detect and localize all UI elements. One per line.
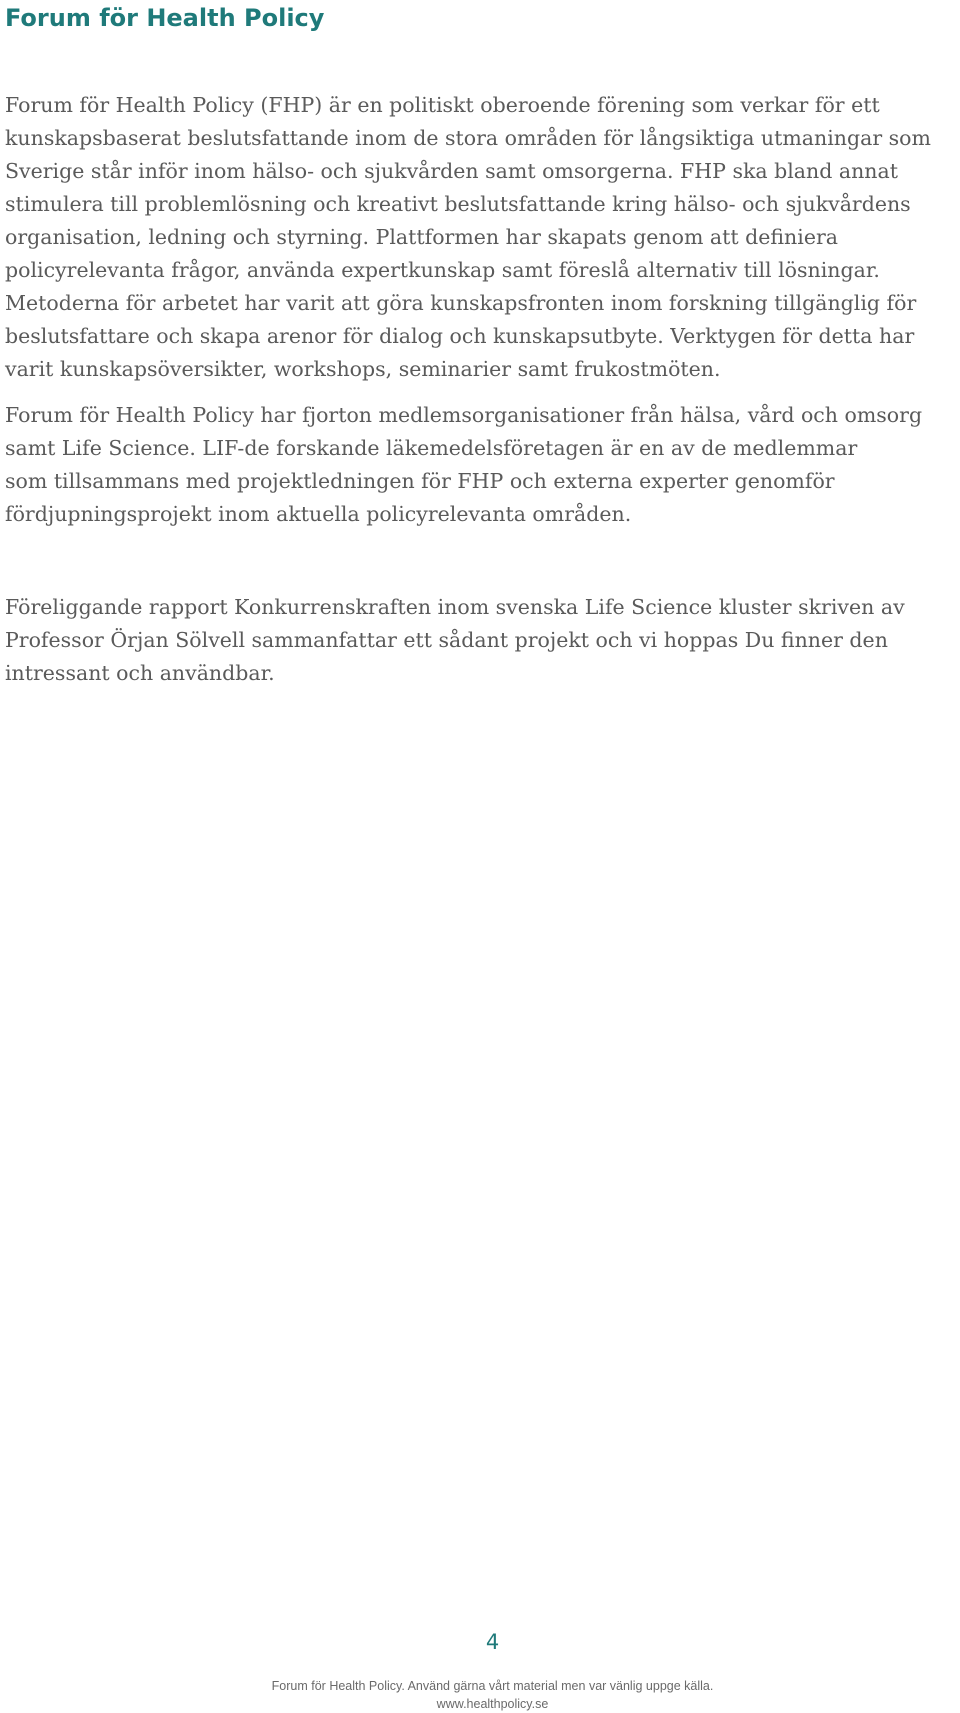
members-paragraph: Forum för Health Policy har fjorton medlemsorganisationer från hälsa, vård och omsorg samt Life Science. LIF-de forskande läkemedelsföretagen är en av de medlemmar som tillsammans med projektledningen för FHP och externa experter genomför fördjupningsprojekt inom aktuella policyrelevanta områden.	[5, 403, 923, 526]
intro-paragraph: Forum för Health Policy (FHP) är en politiskt oberoende förening som verkar för ett kunskapsbaserat beslutsfattande inom de stora områden för långsiktiga utmaningar som Sverige står inför inom hälso- och sjukvården samt omsorgerna. FHP ska bland annat stimulera till problemlösning och kreativt beslutsfattande kring hälso- och sjukvårdens organisation, ledning och styrning. Plattformen har skapats genom att definiera policyrelevanta frågor, använda expertkunskap samt föreslå alternativ till lösningar. Metoderna för arbetet har varit att göra kunskapsfronten inom forskning tillgänglig för beslutsfattare och skapa arenor för dialog och kunskapsutbyte. Verktygen för detta har varit kunskapsöversikter, workshops, seminarier samt frukostmöten.	[5, 93, 931, 381]
footer-credit: Forum för Health Policy. Använd gärna vårt material men var vänlig uppge källa.	[271, 1679, 714, 1693]
page-number: 4	[485, 1630, 500, 1654]
report-paragraph: Föreliggande rapport Konkurrenskraften inom svenska Life Science kluster skriven av Professor Örjan Sölvell sammanfattar ett sådant projekt och vi hoppas Du finner den intressant och användbar.	[5, 595, 905, 685]
footer-url: www.healthpolicy.se	[436, 1697, 549, 1711]
page-heading: Forum för Health Policy	[5, 4, 325, 32]
